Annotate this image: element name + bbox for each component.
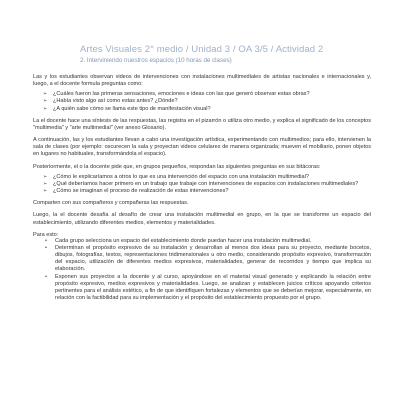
share-paragraph: Comparten con sus compañeros y compañeras las respuestas. — [33, 200, 189, 207]
list-item: ➢ ¿Cuáles fueron las primeras sensaciones, emociones e ideas con las que generó observar estas obras? — [53, 91, 371, 98]
group-questions-paragraph: Posteriormente, el o la docente pide que, en grupos pequeños, respondan las siguientes preguntas en sus bitácoras: — [33, 163, 321, 170]
investigation-paragraph: A continuación, las y los estudiantes llevan a cabo una investigación artística, experimentando con multimedios; para ello, intervienen la sala de clases (por ejemplo: oscurecen la sala y proyectan videos celulares de manera organizada; mueven el mobiliario, ponen objetos en lugares no habituales, transformándola el espacio). — [33, 137, 371, 158]
page-title: Artes Visuales 2° medio / Unidad 3 / OA 3/5 / Actividad 2 — [80, 44, 324, 55]
synthesis-paragraph: La el docente hace una síntesis de las respuestas, las registra en el pizarrón o utiliza otro medio, y explica el significado de los conceptos "multimedia" y "arte multimedial" (ver anexo Glosario). — [33, 117, 371, 131]
list-item: ➢ ¿Había visto algo así como estas antes? ¿Dónde? — [53, 98, 371, 105]
document-body — [33, 74, 371, 307]
list-item: ➢ ¿A quién sabe cómo se llama este tipo de manifestación visual? — [53, 106, 371, 113]
challenge-paragraph: Luego, la el docente desafía al desafío de crear una instalación multimedial en grupo, en la que se transforme un espacio del establecimiento, utilizando diferentes medios, elementos y materialidades. — [33, 212, 371, 226]
steps-list — [33, 238, 371, 302]
group-questions-list — [33, 174, 371, 195]
list-item: ➢ ¿Cómo se imaginan el proceso de realización de estas intervenciones? — [53, 188, 371, 195]
list-item: ➢ ¿Qué deberíamos hacer primero en un trabajo que trabaje con intervenciones de espacios con instalaciones multimediales? — [53, 181, 371, 188]
reflection-questions-list — [33, 91, 371, 112]
list-item: ➢ ¿Cómo le explicaríamos a otros lo que es una intervención del espacio con una instalación multimedial? — [53, 174, 371, 181]
activity-subtitle: 2. Interviniendo nuestros espacios (10 horas de clases) — [80, 57, 232, 64]
intro-paragraph: Las y los estudiantes observan videos de intervenciones con instalaciones multimediales de artistas nacionales e internacionales y, luego, a el docente formula preguntas como: — [33, 74, 371, 88]
steps-label: Para esto: — [33, 231, 59, 238]
list-item: • Determinan el propósito expresivo de su instalación y desarrollan al menos dos ideas para su proyecto, mediante bocetos, dibujos, fotografías, textos, representaciones tridimensionales u otro medio, considerando propósito expresivo, transformación del espacio, utilización de diferentes medios expresivos, materialidades, generar de recorridos y tiempo que implica su elaboración. — [55, 245, 371, 274]
list-item: • Exponen sus proyectos a la docente y al curso, apoyándose en el material visual generado y explicando la relación entre propósito expresivo, medios expresivos y materialidades. Luego, se analizan y establecen juicios críticos apoyando criterios pertinentes para el análisis estético, a fin de que identifiquen fortalezas y elementos que se deberían mejorar, especialmente, en relación con la factibilidad para su implementación y el propósito del establecimiento propuesto por el grupo. — [55, 274, 371, 303]
list-item: • Cada grupo selecciona un espacio del establecimiento donde puedan hacer una instalación multimedial. — [55, 238, 371, 245]
